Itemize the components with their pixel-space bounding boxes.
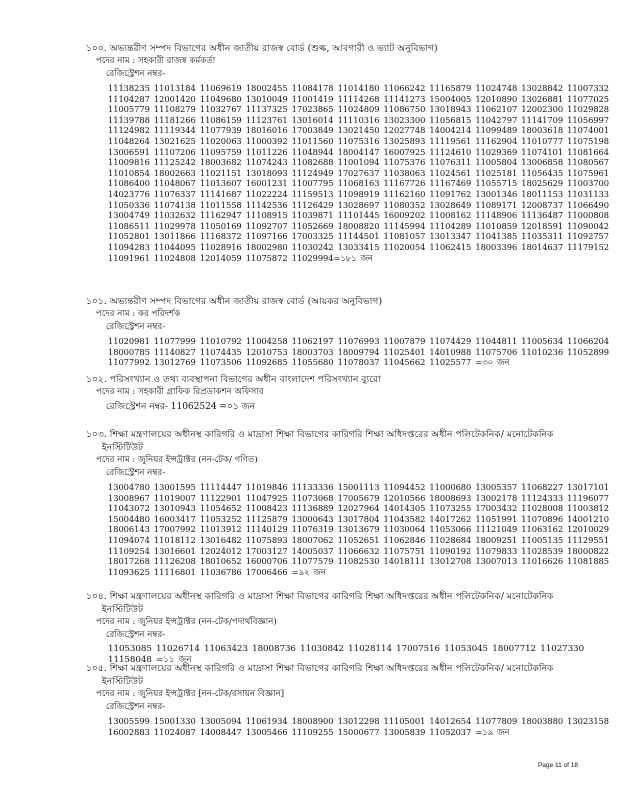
- number-line: 11077992 13012769 11073506 11092685 11055680 11078037 11045662 11025577 =৩০ জন: [108, 357, 510, 368]
- number-line: 11048264 13021625 11020063 11000392 11011560 11075316 13025893 11119561 11162904 11010777 11075198: [108, 135, 610, 146]
- registration-numbers: [108, 336, 610, 368]
- section-heading: ১০১. অভ্যন্তরীণ সম্পদ বিভাগের অধীন জাতীয় রাজস্ব বোর্ড (আয়কর অনুবিভাগ): [86, 296, 383, 307]
- registration-label: রেজিস্ট্রেশন নম্বর-: [106, 468, 166, 478]
- number-line: 11091961 11024808 12014059 11075872 11029994=১৮১ জন: [108, 252, 373, 263]
- registration-inline: রেজিস্ট্রেশন নম্বর- 11062524 =০১ জন: [106, 402, 255, 412]
- section-heading-cont: ইনস্টিটিউট: [102, 604, 144, 615]
- number-line: 11043072 13010943 11054652 11008423 11136889 12027964 14014305 11073255 17003432 11028008 11003812: [108, 503, 610, 514]
- number-line: 11094074 11018112 13016482 11075893 18007062 11052651 11062846 11028684 18009251 11005135 11129551: [108, 534, 610, 545]
- section-heading: ১০২. পরিসংখ্যান ও তথ্য ব্যবস্থাপনা বিভাগের অধীন বাংলাদেশ পরিসংখ্যান ব্যুরো: [86, 374, 381, 385]
- section-100: [86, 42, 610, 263]
- number-line: 11093625 11116801 11036786 17006466 =৯২ জন: [108, 566, 326, 577]
- number-line: 11020981 11077999 11010792 11004258 11062197 11076993 11007879 11074429 11044811 11005634 11066204: [108, 336, 610, 346]
- number-line: 13006591 11107206 11095759 11011226 11048944 18004147 16007925 11124610 11029369 11074101 11081664: [108, 146, 610, 157]
- number-line: 11052801 13011866 11168372 11097166 17003325 11144501 11081057 13013347 11041385 11035311 11092757: [108, 231, 610, 242]
- number-line: 11138235 11013184 11069619 18002455 11084178 11014180 11066242 11165879 11024748 13028842 11007332: [108, 83, 610, 93]
- post-name: পদের নাম : সহকারী রাজস্ব কর্মকর্তা: [96, 56, 216, 66]
- section-heading-cont: ইনস্টিটিউট: [102, 442, 144, 453]
- number-line: 13004780 13001595 11114447 11019846 11133336 15001113 11094452 11000680 13005357 11068227 13017101: [108, 482, 610, 492]
- registration-label: রেজিস্ট্রেশন নম্বর-: [106, 702, 166, 712]
- section-heading: ১০৩. শিক্ষা মন্ত্রণালয়ের অধীনস্থ কারিগরি ও মাদ্রাসা শিক্ষা বিভাগের কারিগরি শিক্ষা অধিদপ্তরের অধীন পলিটেকনিক/ মনোটেকনিক: [86, 429, 554, 440]
- number-line: 11086511 11029978 11050169 11092707 11052669 18008820 11145994 11104289 11010859 12018591 11090042: [108, 220, 610, 231]
- section-heading-cont: ইনস্টিটিউট: [102, 676, 144, 687]
- number-line: 18006143 17007992 11013912 11140129 11076319 13013679 11030064 11053066 11121049 11063162 12010029: [108, 524, 610, 535]
- post-name: পদের নাম : জুনিয়র ইন্সট্রাক্টর (নন-টেক/ গণিত): [96, 455, 258, 465]
- number-line: 11086400 11048067 11013607 16001231 11007795 11068163 11167726 11167469 11055715 18025629 11003700: [108, 178, 610, 189]
- number-line: 13004749 11032632 11162947 11108915 11039871 11101445 16009202 11008162 11148906 11136487 11000808: [108, 210, 610, 221]
- post-name: পদের নাম : সহকারী গ্রাফিক রিপ্রডাকশন অফিসার: [96, 387, 264, 397]
- number-line: 11104287 12001420 11049680 13010049 11001419 11114268 11141273 15004005 12010890 13026881 11077025: [108, 93, 610, 104]
- section-heading: ১০০. অভ্যন্তরীণ সম্পদ বিভাগের অধীন জাতীয় রাজস্ব বোর্ড (শুল্ক, আবগারী ও ভ্যাট অনুবিভাগ): [86, 43, 438, 54]
- section-104: [86, 590, 586, 666]
- registration-numbers: [108, 482, 610, 577]
- number-line: 11005779 11108279 11032767 11137325 17023865 11024809 11086750 13018943 11062107 12002300 11029828: [108, 104, 610, 115]
- section-105: [86, 662, 610, 737]
- registration-label: রেজিস্ট্রেশন নম্বর-: [106, 69, 166, 79]
- registration-numbers: [108, 83, 610, 263]
- post-name: পদের নাম : জুনিয়র ইন্সট্রাক্টর [নন-টেক/রসায়ন বিজ্ঞান]: [96, 689, 285, 699]
- section-102: [86, 373, 586, 414]
- post-name: পদের নাম : জুনিয়র ইন্সট্রাক্টর (নন-টেক/পদার্থবিজ্ঞান): [96, 617, 277, 627]
- section-heading: ১০৪. শিক্ষা মন্ত্রণালয়ের অধীনস্থ কারিগরি ও মাদ্রাসা শিক্ষা বিভাগের কারিগরি শিক্ষা অধিদপ্তরের অধীন পলিটেকনিক/ মনোটেকনিক: [86, 591, 554, 602]
- number-line: 13005599 15001330 13005094 11061934 18008900 13012298 11105001 14012654 11077809 18003880 13023158: [108, 716, 610, 726]
- number-line: 11124982 11119344 11077939 18016016 17003849 13021450 12027748 14004214 11099489 18003618 11074001: [108, 125, 610, 136]
- page-number: Page 11 of 18: [538, 762, 578, 769]
- number-line: 11009816 11125242 18003682 11074243 11082688 11001094 11075376 11076311 11005804 13006858 11080567: [108, 157, 610, 168]
- number-line: 18000785 11140827 11074435 12010753 18003703 18009794 11025401 14010988 11075706 11010236 11052899: [108, 346, 610, 357]
- number-line: 11053085 11026714 11063423 18008736 11030842 11028114 17007516 11053045 18007712 11027330: [108, 644, 585, 654]
- section-101: [86, 295, 610, 368]
- post-name: পদের নাম : কর পরিদর্শক: [96, 309, 181, 319]
- number-line: 13008967 11019007 11122901 11047925 11073068 17005679 12010566 18008693 13002178 11124333 11196077: [108, 492, 610, 503]
- number-line: 11109254 13016601 12024012 17003127 14005037 11066632 11075751 11090192 11079833 11028539 18000822: [108, 545, 610, 556]
- number-line: 11010854 18002663 11021151 13018093 11124949 17027637 11038063 11024561 11025181 11056435 11075961: [108, 167, 610, 178]
- registration-label: রেজিস্ট্রেশন নম্বর-: [106, 322, 166, 332]
- number-line: 11094283 11044095 11028916 18002980 11030242 13033415 11020054 11062415 18003396 18014637 11179152: [108, 241, 610, 252]
- number-line: 18017268 11126208 18010652 16000706 11077579 11082530 14018111 13012708 13007013 11016626 11081885: [108, 556, 610, 567]
- number-line: 16002883 11024087 14008447 13005466 11109255 15000677 13005839 11052037 =১৯ জন: [108, 726, 510, 737]
- number-line: 14023776 11076337 11141687 11022224 11159513 11098919 11162160 11091762 13001346 18011153 11031133: [108, 188, 610, 199]
- section-103: [86, 428, 610, 577]
- number-line: 15004480 16003417 11053252 11125879 13000643 13017804 11043582 14017262 11051991 11070896 14001210: [108, 513, 610, 524]
- section-heading: ১০৫. শিক্ষা মন্ত্রণালয়ের অধীনস্থ কারিগরি ও মাদ্রাসা শিক্ষা বিভাগের কারিগরি শিক্ষা অধিদপ্তরের অধীন পলিটেকনিক/ মনোটেকনিক: [86, 663, 554, 674]
- number-line: 11050336 11074138 11011558 11142536 11126429 13028697 11080352 13028649 11089171 12008737 11066490: [108, 199, 610, 210]
- registration-label: রেজিস্ট্রেশন নম্বর-: [106, 630, 166, 640]
- registration-numbers: [108, 716, 610, 737]
- number-line: 11139788 11181266 11086159 11123761 13016014 11110316 13023300 11056815 11042797 11141709 11056997: [108, 114, 610, 125]
- number-line: 11158048 =১১ জন: [108, 655, 192, 666]
